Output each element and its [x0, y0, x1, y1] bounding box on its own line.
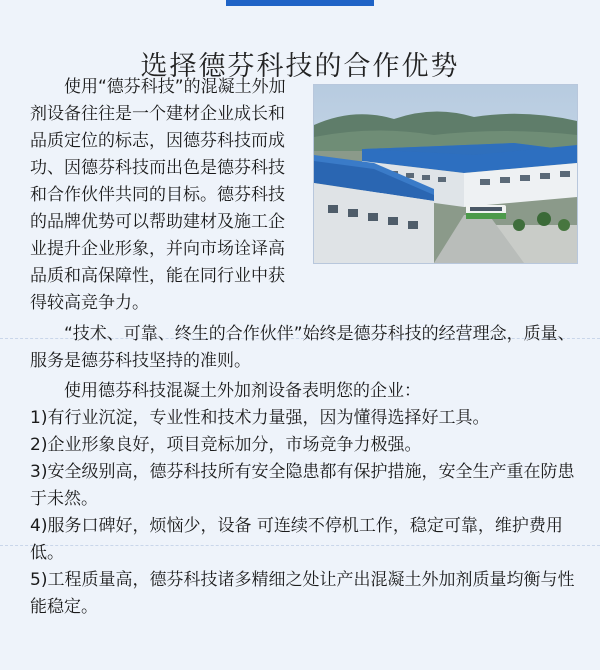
benefit-item: 4)服务口碑好，烦恼少，设备 可连续不停机工作，稳定可靠，维护费用低。: [30, 516, 563, 563]
benefits-lead: 使用德芬科技混凝土外加剂设备表明您的企业：: [64, 381, 421, 401]
article-body: [30, 74, 578, 621]
intro-section: [30, 74, 578, 317]
philosophy-paragraph: “技术、可靠、终生的合作伙伴”始终是德芬科技的经营理念，质量、服务是德芬科技坚持的准则。: [30, 324, 575, 371]
benefit-item: 2)企业形象良好，项目竞标加分，市场竞争力极强。: [30, 435, 422, 455]
benefit-item: 5)工程质量高，德芬科技诸多精细之处让产出混凝土外加剂质量均衡与性能稳定。: [30, 570, 575, 617]
benefit-item: 1)有行业沉淀，专业性和技术力量强，因为懂得选择好工具。: [30, 408, 490, 428]
benefit-item: 3)安全级别高，德芬科技所有安全隐患都有保护措施，安全生产重在防患于未然。: [30, 462, 575, 509]
page-title: 选择德芬科技的合作优势: [140, 51, 460, 83]
intro-paragraph: 使用“德芬科技”的混凝土外加剂设备往往是一个建材企业成长和品质定位的标志，因德芬科技而成功、因德芬科技而出色是德芬科技和合作伙伴共同的目标。德芬科技的品牌优势可以帮助建材及施工企业提升企业形象，并向市场诠译高品质和高保障性，能在同行业中获得较高竞争力。: [30, 77, 286, 313]
factory-photo: [313, 84, 578, 264]
top-accent-bar: [226, 0, 374, 6]
